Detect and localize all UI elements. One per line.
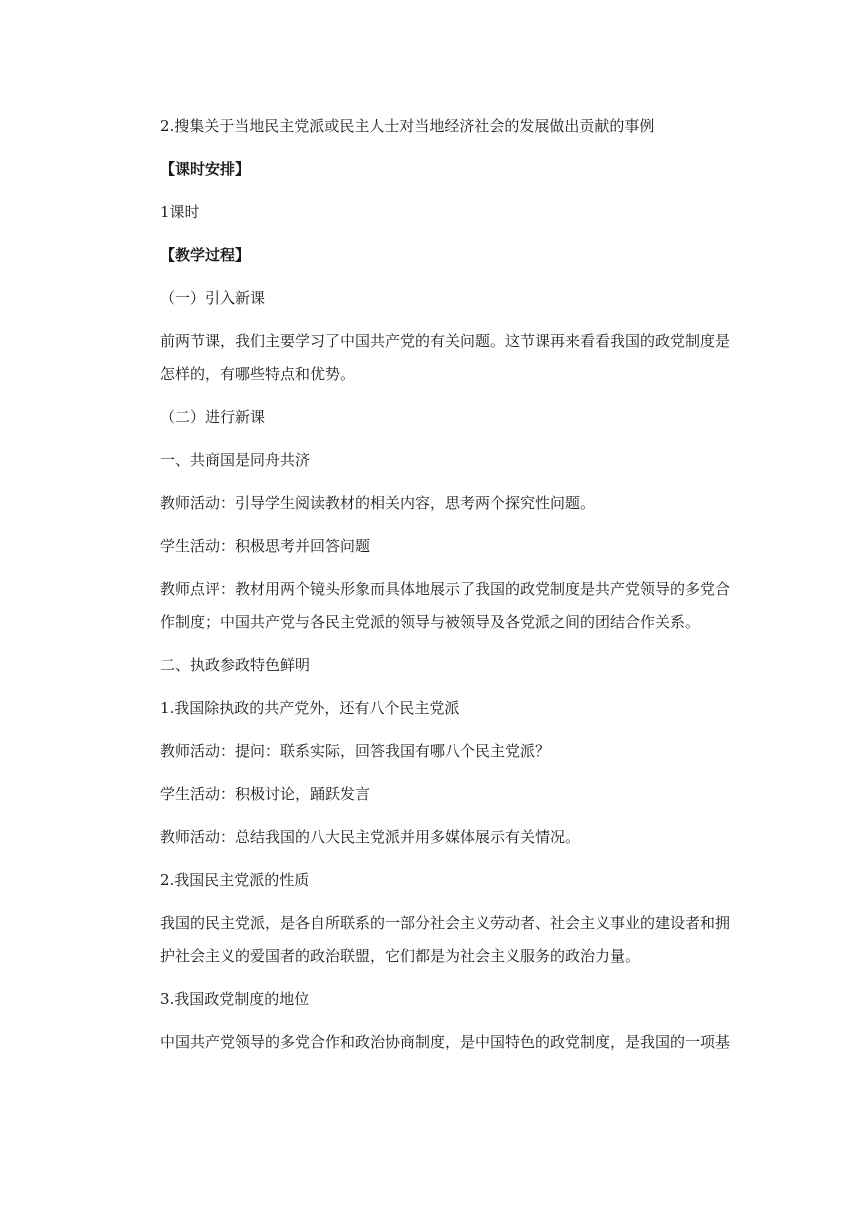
- paragraph-system-status: 中国共产党领导的多党合作和政治协商制度，是中国特色的政党制度，是我国的一项基: [160, 1033, 731, 1051]
- heading-teaching-process: 【教学过程】: [160, 246, 251, 264]
- point-two-title: 2.我国民主党派的性质: [160, 871, 310, 889]
- paragraph-teacher-activity-2: 教师活动：提问：联系实际，回答我国有哪八个民主党派？: [160, 742, 551, 760]
- paragraph-collect-examples: 2.搜集关于当地民主党派或民主人士对当地经济社会的发展做出贡献的事例: [160, 117, 655, 135]
- paragraph-teacher-activity-3: 教师活动：总结我国的八大民主党派并用多媒体展示有关情况。: [160, 828, 581, 846]
- paragraph-student-activity-2: 学生活动：积极讨论，踊跃发言: [160, 785, 371, 803]
- paragraph-party-nature: 我国的民主党派，是各自所联系的一部分社会主义劳动者、社会主义事业的建设者和拥护社会主义的爱国者的政治联盟，它们都是为社会主义服务的政治力量。: [160, 914, 731, 965]
- point-one-title: 1.我国除执政的共产党外，还有八个民主党派: [160, 699, 460, 717]
- paragraph-teacher-comment: 教师点评：教材用两个镜头形象而具体地展示了我国的政党制度是共产党领导的多党合作制度；中国共产党与各民主党派的领导与被领导及各党派之间的团结合作关系。: [160, 580, 731, 631]
- subheading-introduction: （一）引入新课: [160, 289, 266, 307]
- heading-class-schedule: 【课时安排】: [160, 160, 251, 178]
- point-three-title: 3.我国政党制度的地位: [160, 990, 310, 1008]
- paragraph-teacher-activity-1: 教师活动：引导学生阅读教材的相关内容，思考两个探究性问题。: [160, 494, 596, 512]
- subheading-new-lesson: （二）进行新课: [160, 408, 266, 426]
- paragraph-student-activity-1: 学生活动：积极思考并回答问题: [160, 537, 371, 555]
- paragraph-class-hours: 1课时: [160, 203, 200, 221]
- section-title-one: 一、共商国是同舟共济: [160, 451, 311, 469]
- paragraph-introduction-text: 前两节课，我们主要学习了中国共产党的有关问题。这节课再来看看我国的政党制度是怎样的，有哪些特点和优势。: [160, 332, 731, 383]
- section-title-two: 二、执政参政特色鲜明: [160, 656, 311, 674]
